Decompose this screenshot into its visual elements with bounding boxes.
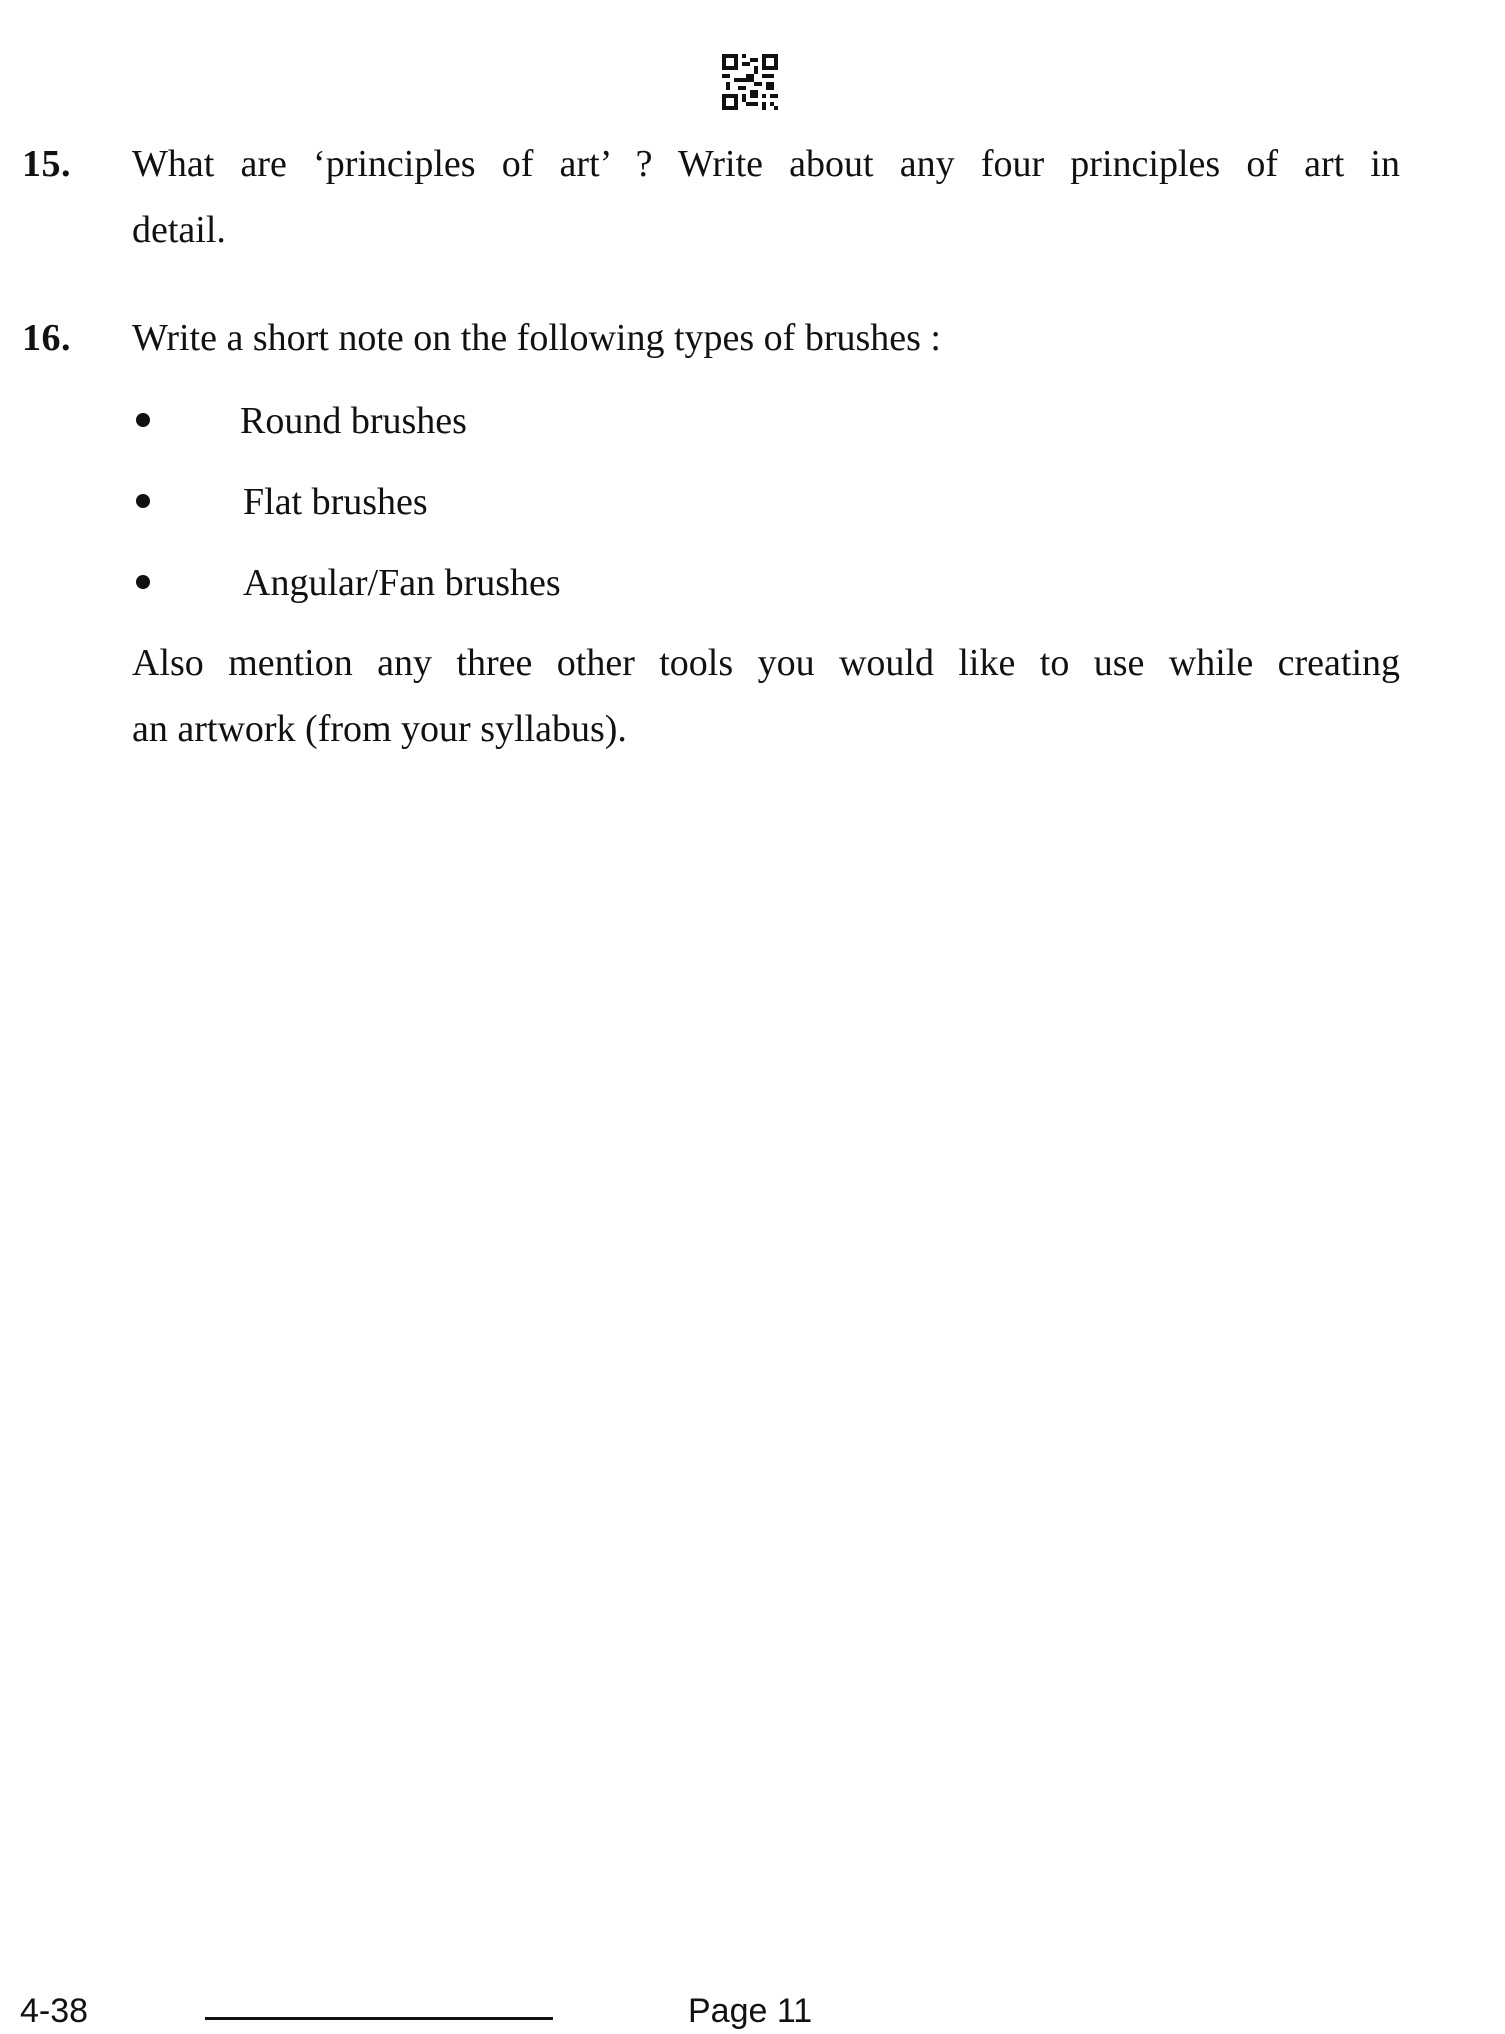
list-item: Flat brushes xyxy=(243,481,428,523)
question-text-line: detail. xyxy=(132,209,226,251)
qr-code-icon xyxy=(722,54,778,110)
question-intro: Write a short note on the following types of brushes : xyxy=(132,317,941,359)
paper-code: 4-38 xyxy=(20,1992,89,2030)
bullet-icon xyxy=(136,575,150,589)
question-text-line: an artwork (from your syllabus). xyxy=(132,708,627,750)
question-number: 15. xyxy=(22,143,71,185)
page-number: Page 11 xyxy=(688,1992,813,2030)
bullet-icon xyxy=(136,494,150,508)
list-item: Angular/Fan brushes xyxy=(243,562,561,604)
question-text-line: What are ‘principles of art’ ? Write about any four principles of art in xyxy=(132,143,1400,185)
list-item: Round brushes xyxy=(240,400,467,442)
question-text-line: Also mention any three other tools you would like to use while creating xyxy=(132,642,1400,684)
question-number: 16. xyxy=(22,317,71,359)
bullet-icon xyxy=(136,413,150,427)
footer-divider xyxy=(205,2017,553,2020)
